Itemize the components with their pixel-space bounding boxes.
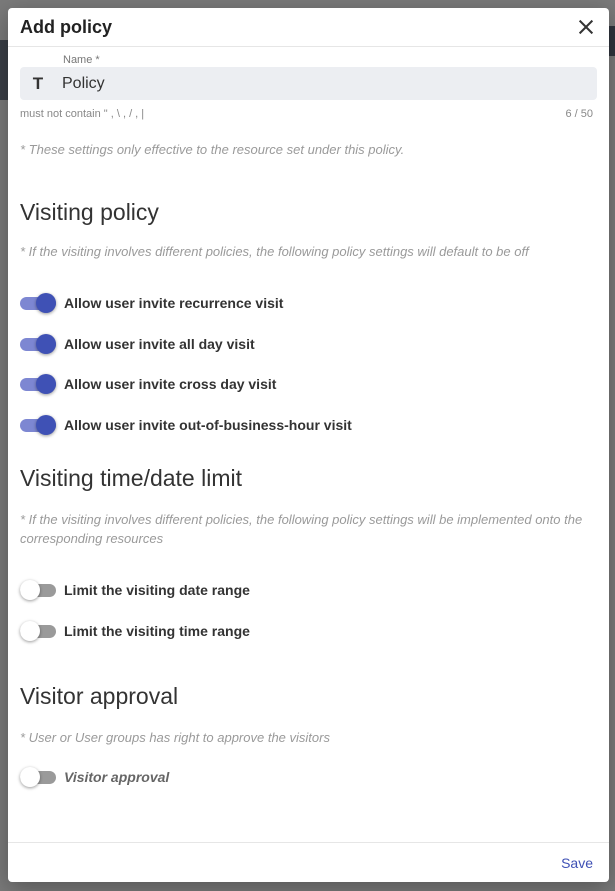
dialog-header <box>8 8 609 47</box>
settings-note: * These settings only effective to the resource set under this policy. <box>20 142 405 157</box>
toggle-switch[interactable] <box>20 766 56 788</box>
toggle-label: Limit the visiting date range <box>64 582 250 599</box>
toggle-cross-day-visit[interactable] <box>20 364 597 405</box>
visitor-approval-toggles <box>20 757 597 798</box>
toggle-label: Allow user invite out-of-business-hour visit <box>64 416 352 433</box>
toggle-visitor-approval[interactable] <box>20 757 597 798</box>
time-limit-title: Visiting time/date limit <box>20 465 242 491</box>
toggle-recurrence-visit[interactable] <box>20 283 597 324</box>
text-type-icon: T <box>32 73 44 93</box>
toggle-all-day-visit[interactable] <box>20 324 597 365</box>
toggle-label: Limit the visiting time range <box>64 622 250 639</box>
name-field-hint: must not contain " , \ , / , | <box>20 108 145 120</box>
name-field[interactable] <box>20 54 597 100</box>
visiting-policy-note: * If the visiting involves different policies, the following policy settings will default to be off <box>20 244 529 259</box>
toggle-limit-time-range[interactable] <box>20 611 597 652</box>
toggle-switch[interactable] <box>20 414 56 436</box>
toggle-switch[interactable] <box>20 620 56 642</box>
close-icon[interactable] <box>575 16 597 38</box>
time-limit-toggles <box>20 570 597 651</box>
visiting-policy-title: Visiting policy <box>20 199 159 225</box>
dialog-title: Add policy <box>20 16 113 37</box>
name-field-counter: 6 / 50 <box>565 108 593 120</box>
time-limit-note: * If the visiting involves different policies, the following policy settings will be implemented onto the corresponding resources <box>20 512 583 546</box>
dialog-body <box>8 54 609 798</box>
visitor-approval-title: Visitor approval <box>20 683 179 709</box>
background-left-panel <box>0 40 8 100</box>
name-field-hint-row <box>20 108 597 120</box>
toggle-limit-date-range[interactable] <box>20 570 597 611</box>
toggle-switch[interactable] <box>20 373 56 395</box>
toggle-label: Allow user invite all day visit <box>64 335 255 352</box>
name-input[interactable] <box>56 75 597 93</box>
toggle-label: Visitor approval <box>64 769 170 786</box>
dialog-footer <box>8 842 609 882</box>
visiting-policy-toggles <box>20 283 597 445</box>
toggle-label: Allow user invite cross day visit <box>64 376 277 393</box>
toggle-label: Allow user invite recurrence visit <box>64 295 284 312</box>
add-policy-dialog <box>8 8 609 882</box>
visitor-approval-note: * User or User groups has right to approve the visitors <box>20 730 330 745</box>
save-button[interactable]: Save <box>561 854 593 871</box>
toggle-out-of-business-hour-visit[interactable] <box>20 405 597 446</box>
toggle-switch[interactable] <box>20 333 56 355</box>
toggle-switch[interactable] <box>20 579 56 601</box>
toggle-switch[interactable] <box>20 292 56 314</box>
name-field-label: Name * <box>63 54 100 66</box>
